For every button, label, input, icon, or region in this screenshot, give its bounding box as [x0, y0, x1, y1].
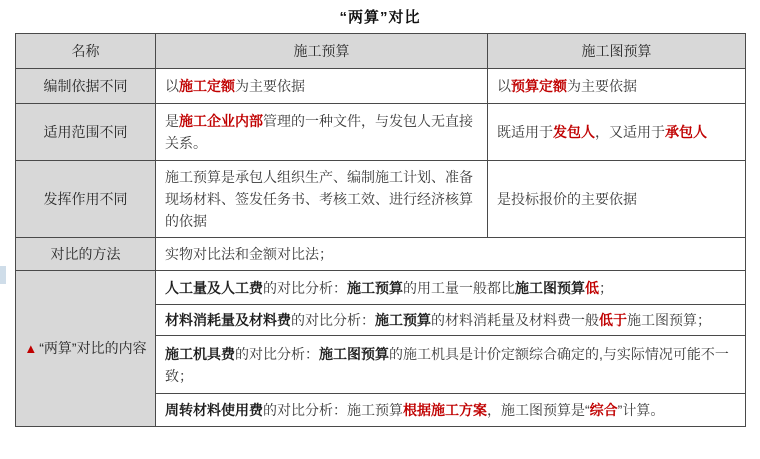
edge-artifact [0, 266, 6, 284]
cell-basis-construction: 以施工定额为主要依据 [156, 69, 488, 104]
header-name: 名称 [16, 34, 156, 69]
comparison-table [15, 33, 746, 427]
row-label-role: 发挥作用不同 [16, 161, 156, 238]
cell-role-drawing: 是投标报价的主要依据 [488, 161, 746, 238]
table-row [16, 104, 746, 161]
row-label-content [16, 271, 156, 427]
row-label-basis: 编制依据不同 [16, 69, 156, 104]
cell-role-construction: 施工预算是承包人组织生产、编制施工计划、准备现场材料、签发任务书、考核工效、进行经济核算的依据 [156, 161, 488, 238]
table-header-row [16, 34, 746, 69]
cell-content-machinery: 施工机具费的对比分析：施工图预算的施工机具是计价定额综合确定的,与实际情况可能不一致； [156, 336, 746, 394]
table-row [16, 69, 746, 104]
content-label-text: “两算”对比的内容 [39, 340, 147, 356]
cell-method: 实物对比法和金额对比法； [156, 238, 746, 271]
cell-scope-drawing: 既适用于发包人，又适用于承包人 [488, 104, 746, 161]
table-row [16, 271, 746, 305]
cell-content-material: 材料消耗量及材料费的对比分析：施工预算的材料消耗量及材料费一般低于施工图预算； [156, 305, 746, 336]
triangle-icon: ▲ [24, 341, 38, 356]
cell-content-labor: 人工量及人工费的对比分析：施工预算的用工量一般都比施工图预算低； [156, 271, 746, 305]
page-title: “两算”对比 [339, 9, 421, 26]
table-row [16, 161, 746, 238]
cell-content-turnover: 周转材料使用费的对比分析：施工预算根据施工方案，施工图预算是“综合”计算。 [156, 394, 746, 427]
header-construction-budget: 施工预算 [156, 34, 488, 69]
cell-scope-construction: 是施工企业内部管理的一种文件，与发包人无直接关系。 [156, 104, 488, 161]
header-drawing-budget: 施工图预算 [488, 34, 746, 69]
cell-basis-drawing: 以预算定额为主要依据 [488, 69, 746, 104]
row-label-method: 对比的方法 [16, 238, 156, 271]
row-label-scope: 适用范围不同 [16, 104, 156, 161]
table-row [16, 238, 746, 271]
